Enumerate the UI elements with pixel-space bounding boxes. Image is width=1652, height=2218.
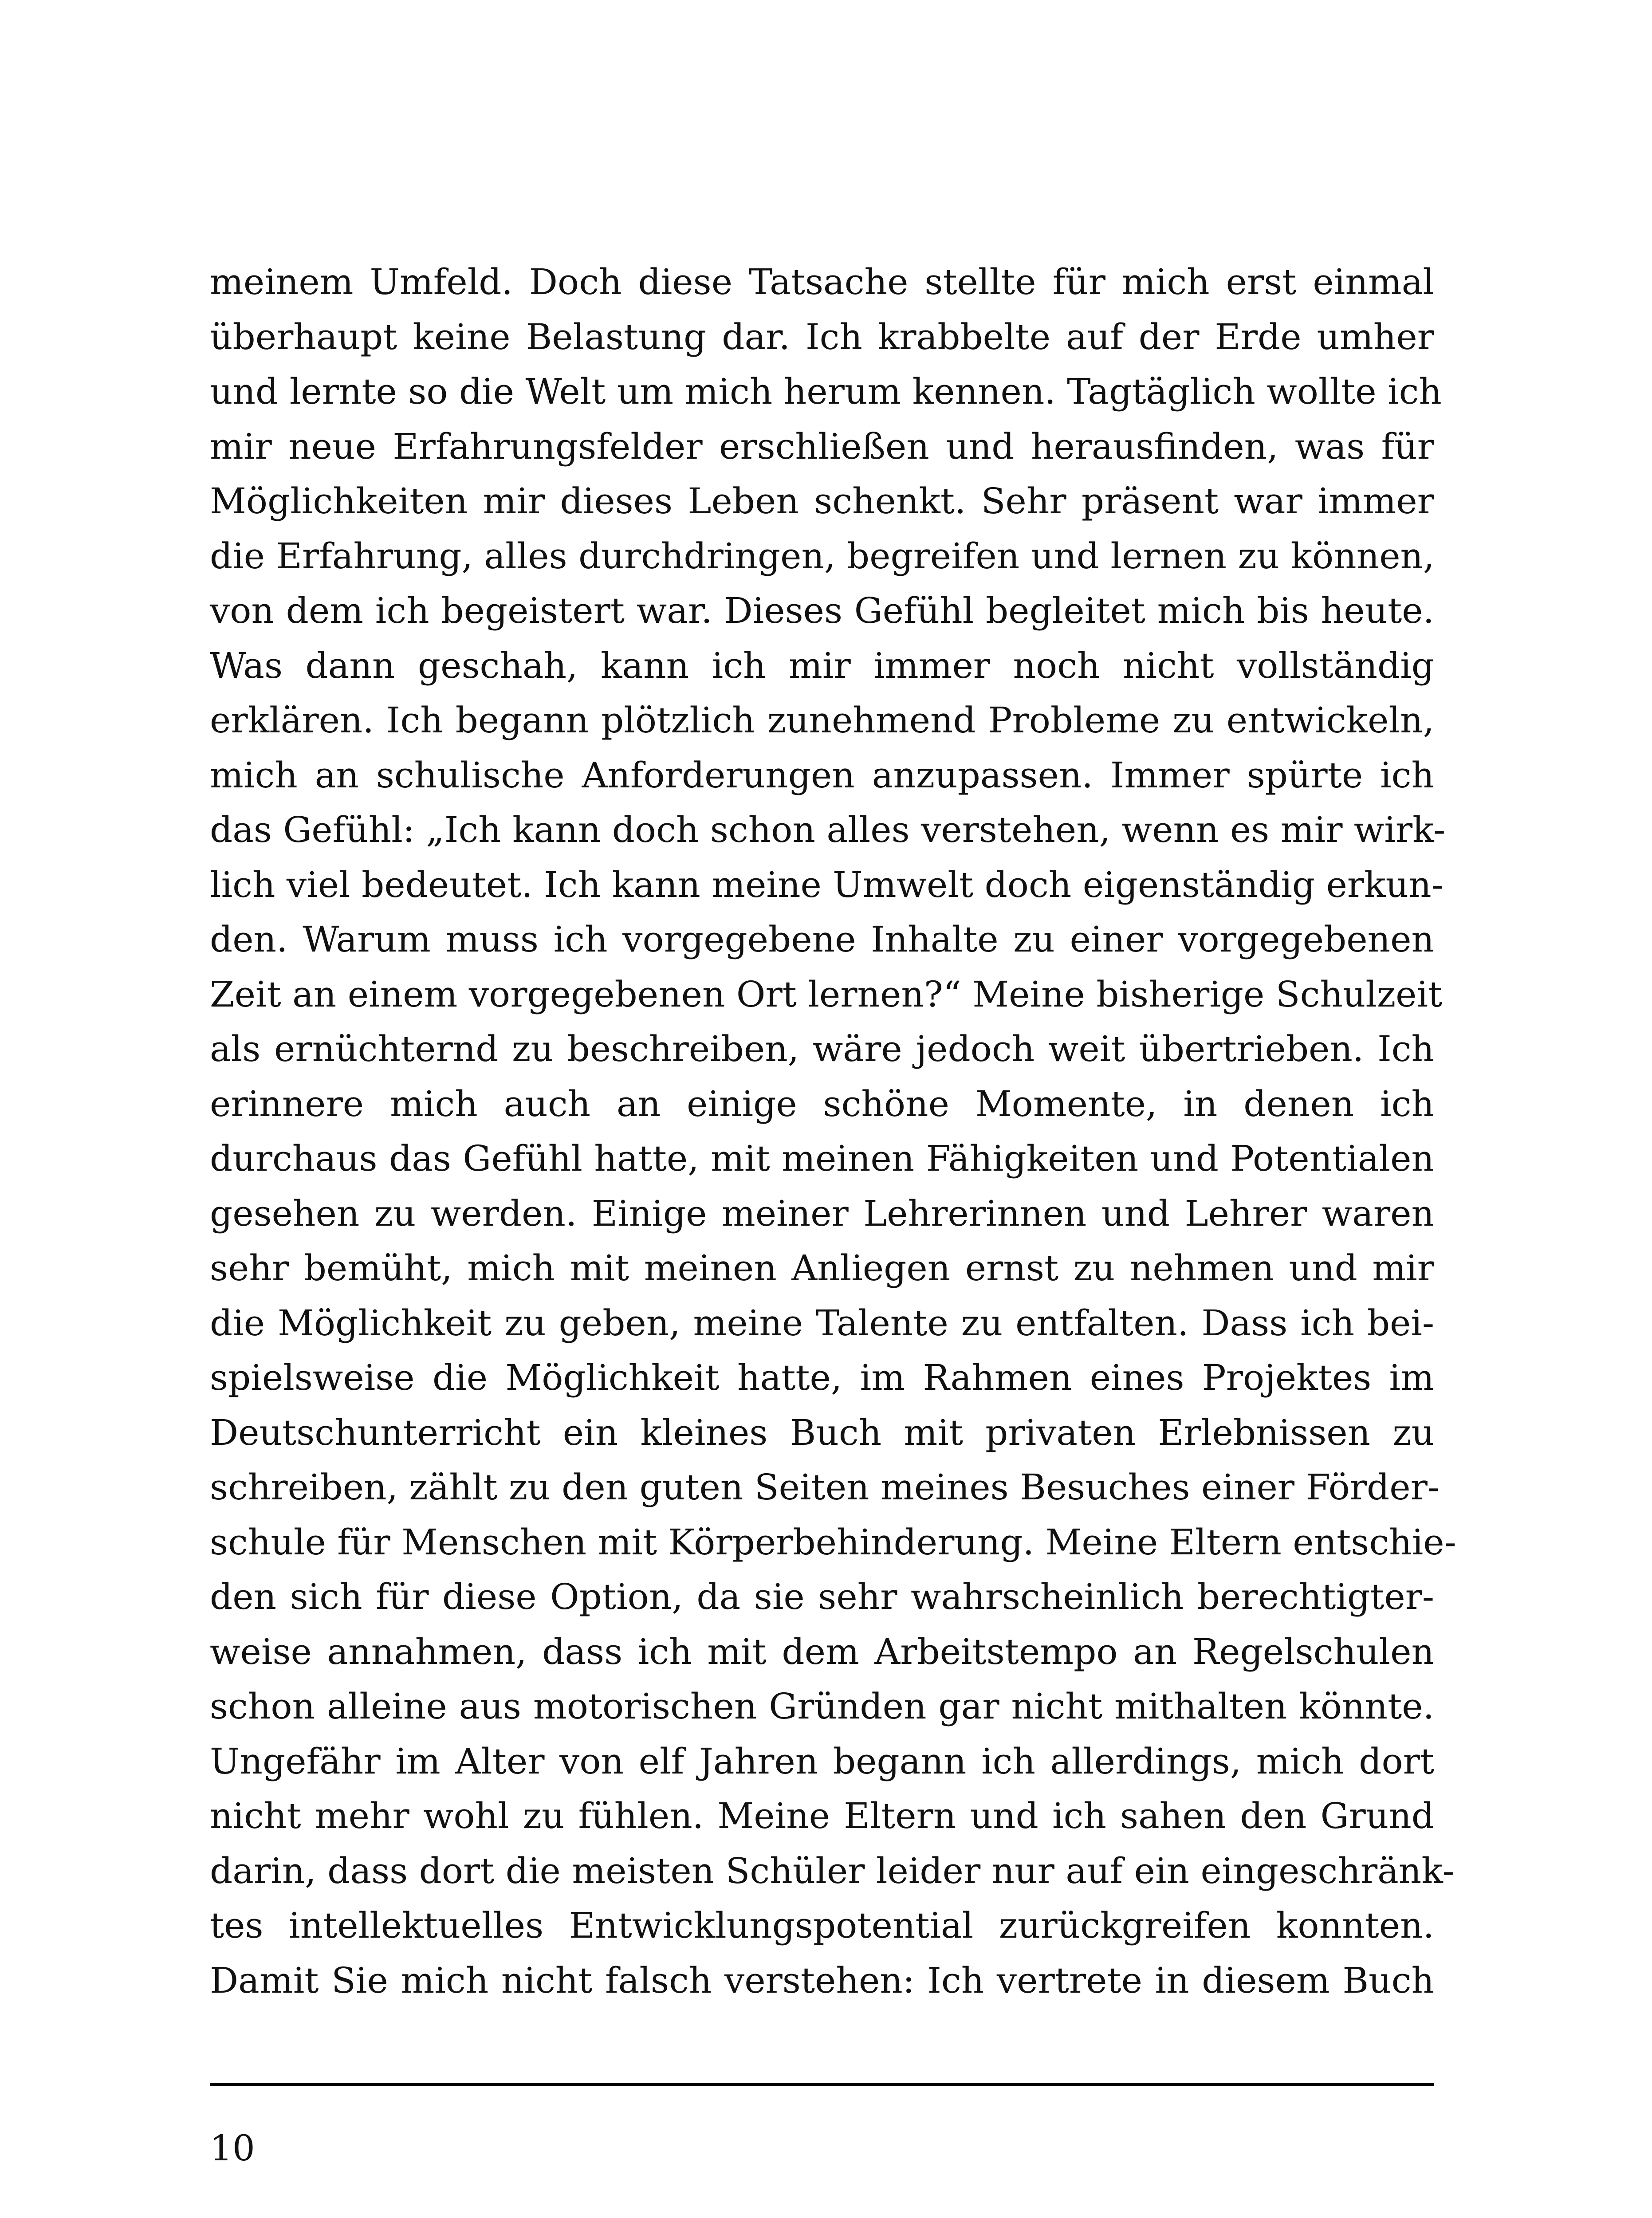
text-line: Zeit an einem vorgegebenen Ort lernen?“ Meine bisherige Schulzeit bbox=[210, 973, 1443, 1015]
text-line: die Erfahrung, alles durchdringen, begreifen und lernen zu können, bbox=[210, 535, 1435, 577]
text-line: erklären. Ich begann plötzlich zunehmend Probleme zu entwickeln, bbox=[210, 700, 1434, 741]
text-line: weise annahmen, dass ich mit dem Arbeitstempo an Regelschulen bbox=[210, 1631, 1434, 1672]
footer-rule bbox=[210, 2083, 1434, 2086]
text-line: sehr bemüht, mich mit meinen Anliegen ernst zu nehmen und mir bbox=[210, 1247, 1434, 1289]
text-line: und lernte so die Welt um mich herum kennen. Tagtäglich wollte ich bbox=[210, 371, 1442, 412]
text-line: Was dann geschah, kann ich mir immer noch nicht vollständig bbox=[210, 645, 1434, 686]
text-line: erinnere mich auch an einige schöne Momente, in denen ich bbox=[210, 1083, 1434, 1125]
text-line: darin, dass dort die meisten Schüler leider nur auf ein eingeschränk- bbox=[210, 1850, 1455, 1892]
text-line: mir neue Erfahrungsfelder erschließen und herausfinden, was für bbox=[210, 425, 1434, 467]
text-line: spielsweise die Möglichkeit hatte, im Rahmen eines Projektes im bbox=[210, 1357, 1434, 1398]
text-line: Deutschunterricht ein kleines Buch mit privaten Erlebnissen zu bbox=[210, 1412, 1434, 1453]
text-line: als ernüchternd zu beschreiben, wäre jedoch weit übertrieben. Ich bbox=[210, 1028, 1434, 1070]
text-line: mich an schulische Anforderungen anzupassen. Immer spürte ich bbox=[210, 754, 1434, 796]
text-line: schon alleine aus motorischen Gründen gar nicht mithalten könnte. bbox=[210, 1686, 1434, 1727]
text-line: den. Warum muss ich vorgegebene Inhalte zu einer vorgegebenen bbox=[210, 919, 1434, 960]
text-line: den sich für diese Option, da sie sehr wahrscheinlich berechtigter- bbox=[210, 1576, 1434, 1617]
text-line: lich viel bedeutet. Ich kann meine Umwelt doch eigenständig erkun- bbox=[210, 864, 1444, 905]
text-line: von dem ich begeistert war. Dieses Gefühl begleitet mich bis heute. bbox=[210, 590, 1434, 631]
page-number: 10 bbox=[210, 2128, 255, 2169]
body-text bbox=[210, 255, 1456, 2008]
text-line: Damit Sie mich nicht falsch verstehen: Ich vertrete in diesem Buch bbox=[210, 1959, 1434, 2001]
text-line: überhaupt keine Belastung dar. Ich krabbelte auf der Erde umher bbox=[210, 316, 1434, 358]
text-line: Ungefähr im Alter von elf Jahren begann ich allerdings, mich dort bbox=[210, 1740, 1434, 1782]
text-line: Möglichkeiten mir dieses Leben schenkt. Sehr präsent war immer bbox=[210, 480, 1434, 522]
text-line: durchaus das Gefühl hatte, mit meinen Fähigkeiten und Potentialen bbox=[210, 1138, 1434, 1179]
text-line: tes intellektuelles Entwicklungspotential zurückgreifen konnten. bbox=[210, 1905, 1434, 1946]
text-line: nicht mehr wohl zu fühlen. Meine Eltern und ich sahen den Grund bbox=[210, 1795, 1434, 1837]
text-line: die Möglichkeit zu geben, meine Talente zu entfalten. Dass ich bei- bbox=[210, 1302, 1434, 1344]
text-line: schule für Menschen mit Körperbehinderung. Meine Eltern entschie- bbox=[210, 1521, 1456, 1563]
text-line: meinem Umfeld. Doch diese Tatsache stellte für mich erst einmal bbox=[210, 261, 1434, 303]
text-line: das Gefühl: „Ich kann doch schon alles verstehen, wenn es mir wirk- bbox=[210, 809, 1446, 850]
text-line: schreiben, zählt zu den guten Seiten meines Besuches einer Förder- bbox=[210, 1467, 1440, 1508]
text-line: gesehen zu werden. Einige meiner Lehrerinnen und Lehrer waren bbox=[210, 1192, 1434, 1234]
